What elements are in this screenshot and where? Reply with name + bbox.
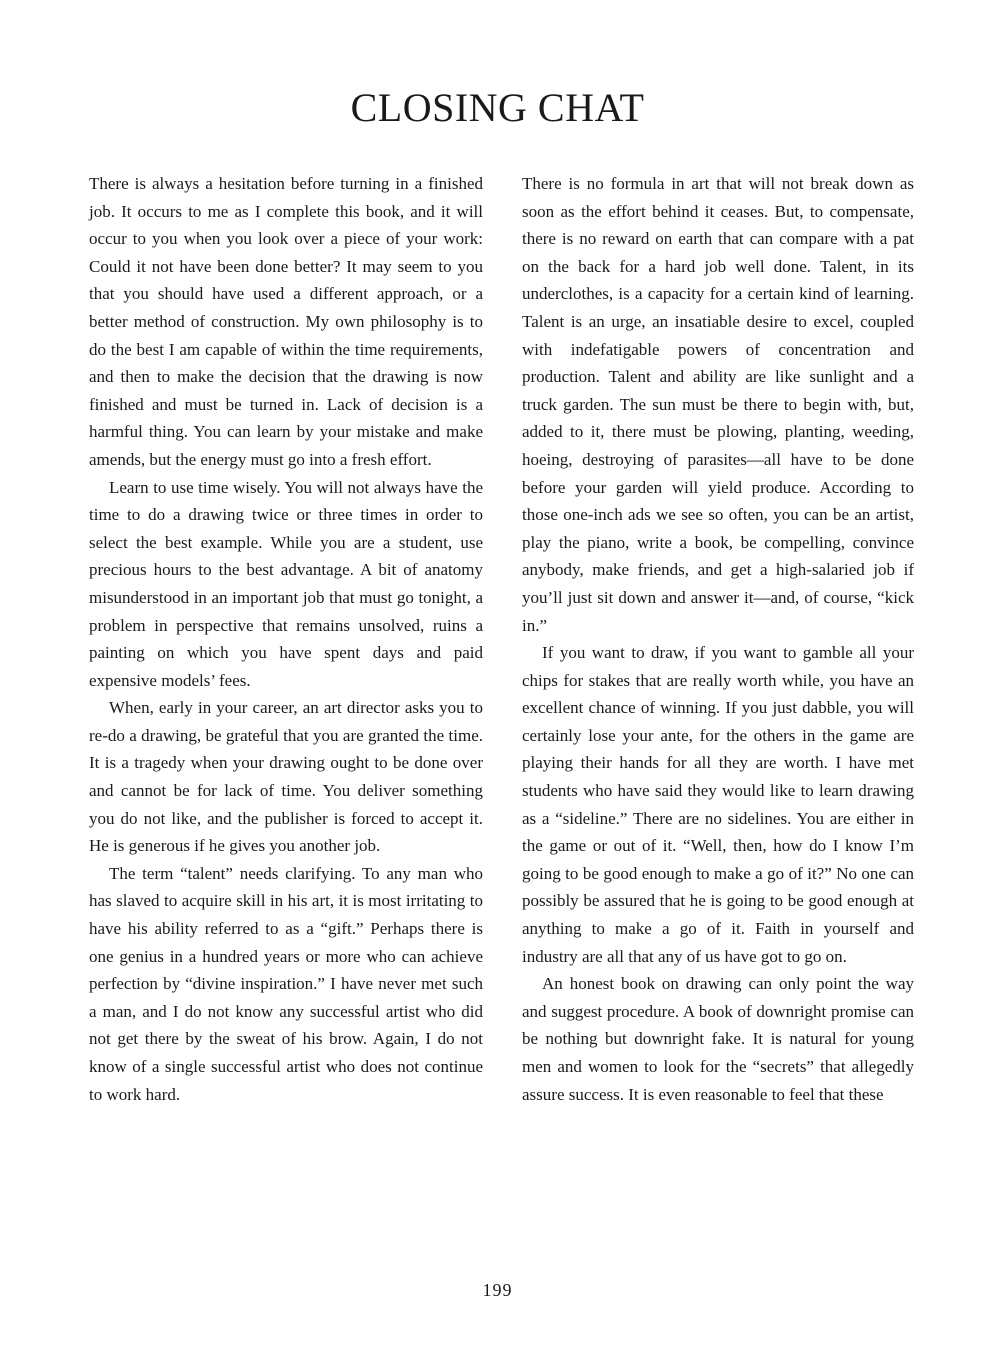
paragraph: When, early in your career, an art director asks you to re-do a drawing, be grateful that you are granted the time. It is a tragedy when your drawing ought to be done over and cannot be for lack of time. You deliver something you do not like, and the publisher is forced to accept it. He is generous if he gives you another job. [89,698,483,856]
page-number: 199 [482,1280,513,1300]
paragraph: If you want to draw, if you want to gamble all your chips for stakes that are really worth while, you have an excellent chance of winning. If you just dabble, you will certainly lose your ante, for the others in the game are playing their hands for all they are worth. I have met students who have said they would like to learn drawing as a “sideline.” There are no sidelines. You are either in the game or out of it. “Well, then, how do I know I’m going to be good enough to make a go of it?” No one can possibly be assured that he is going to be good enough at anything to make a go of it. Faith in yourself and industry are all that any of us have got to go on. [522,643,914,966]
paragraph: There is no formula in art that will not break down as soon as the effort behind it ceases. But, to compensate, there is no reward on earth that can compare with a pat on the back for a hard job well done. Talent, in its underclothes, is a capacity for a certain kind of learning. Talent is an urge, an insatiable desire to excel, coupled with indefatigable powers of concentration and production. Talent and ability are like sunlight and a truck garden. The sun must be there to begin with, but, added to it, there must be plowing, planting, weeding, hoeing, destroying of parasites—all have to be done before your garden will yield produce. According to those one-inch ads we see so often, you can be an artist, play the piano, write a book, be compelling, convince anybody, make friends, and get a high-salaried job if you’ll just sit down and answer it—and, of course, “kick in.” [522,174,914,635]
paragraph: There is always a hesitation before turning in a finished job. It occurs to me as I complete this book, and it will occur to you when you look over a piece of your work: Could it not have been done better? It may seem to you that you should have used a different approach, or a better method of construction. My own philosophy is to do the best I am capable of within the time requirements, and then to make the decision that the drawing is now finished and must be turned in. Lack of decision is a harmful thing. You can learn by your mistake and make amends, but the energy must go into a fresh effort. [89,174,483,469]
right-text-column [522,170,914,1108]
paragraph: An honest book on drawing can only point the way and suggest procedure. A book of downright promise can be nothing but downright fake. It is natural for young men and women to look for the “secrets” that allegedly assure success. It is even reasonable to feel that these [522,974,914,1104]
paragraph: The term “talent” needs clarifying. To any man who has slaved to acquire skill in his art, it is most irritating to have his ability referred to as a “gift.” Perhaps there is one genius in a hundred years or more who can achieve perfection by “divine inspiration.” I have never met such a man, and I do not know any successful artist who did not get there by the sweat of his brow. Again, I do not know of a single successful artist who does not continue to work hard. [89,863,483,1104]
left-text-column [89,170,483,1108]
page-title: CLOSING CHAT [350,85,645,130]
paragraph: Learn to use time wisely. You will not always have the time to do a drawing twice or three times in order to select the best example. While you are a student, use precious hours to the best advantage. A bit of anatomy misunderstood in an important job that must go tonight, a problem in perspective that remains unsolved, ruins a painting on which you have spent days and paid expensive models’ fees. [89,477,483,690]
